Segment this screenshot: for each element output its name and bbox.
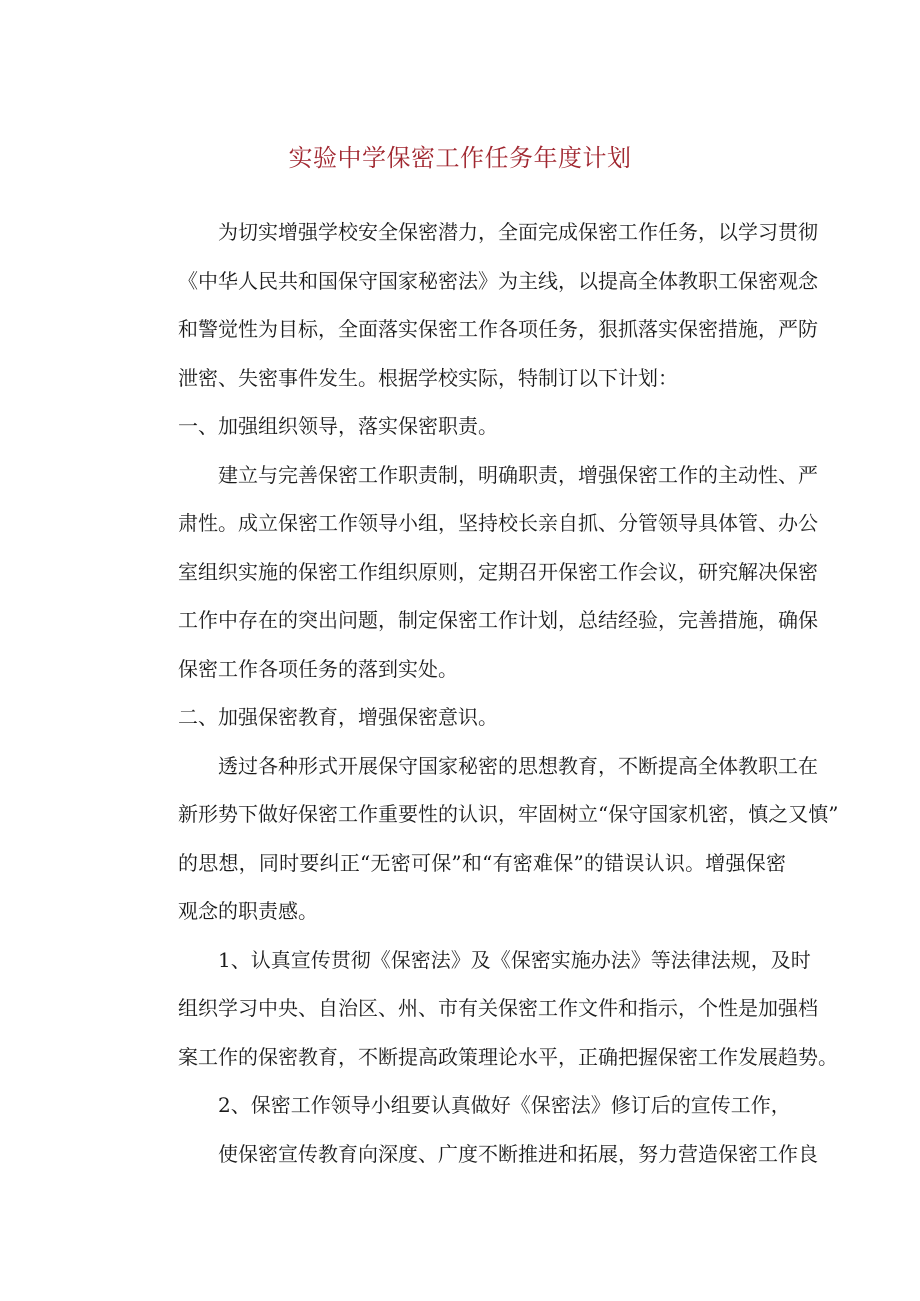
text-line: 观念的职责感。 — [178, 899, 318, 923]
text-line: 保密工作各项任务的落到实处。 — [178, 656, 458, 681]
text-line: 肃性。成立保密工作领导小组，坚持校长亲自抓、分管领导具体管、办公 — [178, 511, 818, 535]
section2-heading: 二、加强保密教育，增强保密意识。 — [178, 705, 498, 729]
section1-paragraph — [138, 451, 818, 694]
text-line: 和警觉性为目标，全面落实保密工作各项任务，狠抓落实保密措施，严防 — [178, 317, 818, 341]
text-line: 建立与完善保密工作职责制，明确职责，增强保密工作的主动性、严 — [218, 462, 818, 487]
text-line: 《中华人民共和国保守国家秘密法》为主线，以提高全体教职工保密观念 — [178, 268, 818, 293]
item2-paragraph — [138, 1081, 818, 1178]
text-line: 的思想，同时要纠正“无密可保”和“有密难保”的错误认识。增强保密 — [178, 850, 786, 875]
text-line: 室组织实施的保密工作组织原则，定期召开保密工作会议，研究解决保密 — [178, 559, 818, 584]
section1-heading: 一、加强组织领导，落实保密职责。 — [178, 414, 498, 438]
text-line: 为切实增强学校安全保密潜力，全面完成保密工作任务，以学习贯彻 — [218, 220, 818, 244]
text-line: 新形势下做好保密工作重要性的认识，牢固树立“保守国家机密，慎之又慎” — [178, 802, 839, 826]
text-line: 工作中存在的突出问题，制定保密工作计划，总结经验，完善措施，确保 — [178, 608, 818, 632]
text-line: 使保密宣传教育向深度、广度不断推进和拓展，努力营造保密工作良 — [218, 1141, 818, 1166]
text-line: 泄密、失密事件发生。根据学校实际，特制订以下计划： — [178, 365, 678, 390]
section2-paragraph — [138, 742, 839, 936]
text-line: 组织学习中央、自治区、州、市有关保密工作文件和指示，个性是加强档 — [178, 996, 818, 1020]
item1-paragraph — [138, 936, 838, 1082]
text-line: 透过各种形式开展保守国家秘密的思想教育，不断提高全体教职工在 — [218, 753, 818, 778]
text-line: 案工作的保密教育，不断提高政策理论水平，正确把握保密工作发展趋势。 — [178, 1044, 838, 1069]
text-line: 2、保密工作领导小组要认真做好《保密法》修订后的宣传工作， — [218, 1093, 791, 1117]
document-title: 实验中学保密工作任务年度计划 — [288, 144, 632, 172]
document-body — [138, 208, 839, 1178]
text-line: 1、认真宣传贯彻《保密法》及《保密实施办法》等法律法规，及时 — [218, 947, 811, 972]
intro-paragraph — [138, 208, 818, 402]
